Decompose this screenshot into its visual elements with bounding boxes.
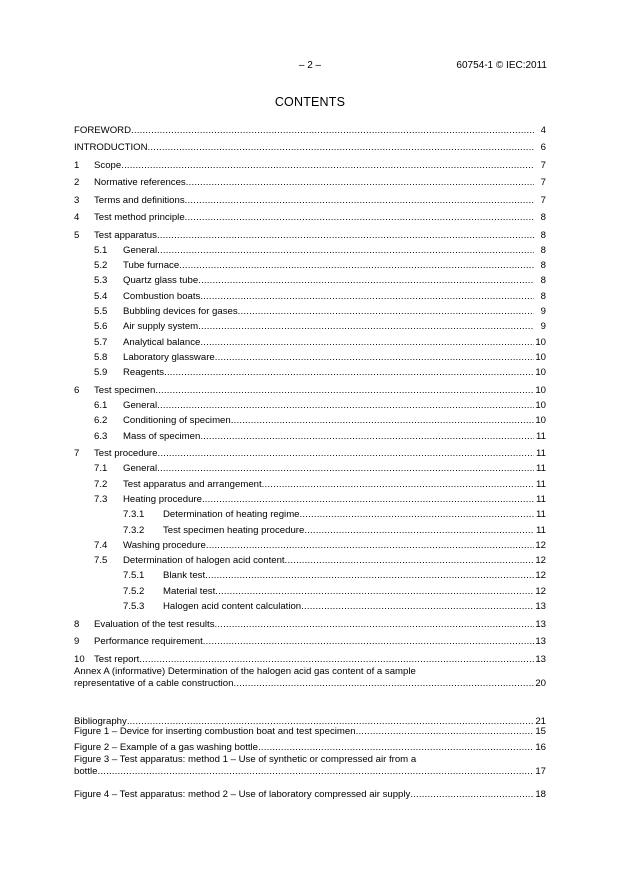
- toc-entry-title: Halogen acid content calculation: [163, 601, 302, 613]
- toc-entry-title: Test specimen: [94, 384, 156, 396]
- dot-leader: [258, 742, 534, 754]
- dot-leader: [131, 125, 534, 137]
- annex-title-line1: Annex A (informative) Determination of the halogen acid gas content of a sample: [74, 665, 416, 677]
- dot-leader: [301, 601, 534, 613]
- toc-entry-page: 6: [540, 142, 546, 153]
- toc-entry[interactable]: [74, 521, 546, 536]
- toc-entry-page: 11: [536, 524, 546, 536]
- toc-entry[interactable]: [74, 537, 546, 552]
- dot-leader: [202, 494, 534, 506]
- toc-entry[interactable]: [74, 172, 546, 190]
- toc-entry-title: General: [123, 244, 158, 256]
- dot-leader: [215, 352, 534, 364]
- toc-entry-page: 10: [535, 336, 546, 348]
- dot-leader: [410, 789, 534, 801]
- toc-entry-page: 11: [536, 430, 546, 442]
- dot-leader: [157, 245, 534, 257]
- toc-entry-title: Test procedure: [94, 448, 158, 460]
- dot-leader: [356, 726, 534, 738]
- toc-entry[interactable]: [74, 552, 546, 567]
- dot-leader: [300, 509, 534, 521]
- toc-entry-number: 7.5.2: [123, 585, 145, 597]
- table-of-contents: [74, 119, 546, 728]
- toc-entry-title: Test specimen heating procedure: [163, 524, 305, 536]
- dot-leader: [179, 260, 534, 272]
- toc-entry[interactable]: [74, 379, 546, 397]
- toc-entry-number: 5.6: [94, 321, 108, 333]
- toc-entry-title: Material test: [163, 585, 216, 597]
- page-number: – 2 –: [298, 60, 322, 71]
- toc-entry-page: 11: [536, 478, 546, 490]
- toc-entry-page: 10: [535, 415, 546, 427]
- toc-entry-title: Test report: [94, 653, 140, 665]
- toc-entry-title: Test apparatus: [94, 229, 157, 241]
- toc-entry-number: 5: [74, 229, 80, 241]
- toc-entry[interactable]: [74, 287, 546, 302]
- toc-entry[interactable]: [74, 631, 546, 649]
- toc-entry[interactable]: [74, 648, 546, 666]
- toc-entry[interactable]: [74, 137, 546, 155]
- toc-entry-title: Analytical balance: [123, 336, 201, 348]
- toc-entry[interactable]: [74, 242, 546, 257]
- dot-leader: [200, 431, 534, 443]
- dot-leader: [203, 636, 534, 648]
- toc-entry-number: 10: [74, 653, 85, 665]
- toc-entry-page: 8: [540, 260, 546, 272]
- dot-leader: [285, 555, 534, 567]
- toc-entry-page: 12: [535, 585, 546, 597]
- page-header: [0, 60, 620, 74]
- toc-entry-number: 6.1: [94, 399, 108, 411]
- toc-entry-number: 4: [74, 212, 80, 223]
- toc-entry-number: 7: [74, 448, 80, 460]
- toc-entry-number: 7.5.3: [123, 601, 145, 613]
- toc-entry-title: Terms and definitions: [94, 194, 185, 206]
- toc-entry[interactable]: [74, 397, 546, 412]
- toc-entry-title: Normative references: [94, 177, 186, 188]
- toc-figure-2[interactable]: [74, 738, 546, 755]
- toc-entry-number: 5.9: [94, 367, 108, 379]
- figure-4-title: Figure 4 – Test apparatus: method 2 – Use of laboratory compressed air supply: [74, 788, 411, 800]
- toc-entry-title: Scope: [94, 159, 122, 171]
- toc-entry-title: Mass of specimen: [123, 430, 201, 442]
- toc-entry-page: 7: [540, 177, 546, 188]
- toc-entry-page: 13: [535, 618, 546, 630]
- dot-leader: [97, 766, 534, 778]
- toc-entry-title: Test method principle: [94, 212, 185, 223]
- toc-entry[interactable]: [74, 349, 546, 364]
- toc-entry-page: 11: [536, 463, 546, 475]
- dot-leader: [206, 540, 534, 552]
- toc-entry-page: 11: [536, 448, 546, 460]
- toc-entry[interactable]: [74, 460, 546, 475]
- toc-entry-number: 5.5: [94, 305, 108, 317]
- toc-entry[interactable]: [74, 443, 546, 461]
- dot-leader: [164, 367, 534, 379]
- toc-entry[interactable]: [74, 567, 546, 582]
- annex-page: 20: [535, 677, 546, 689]
- toc-entry-title: Blank test: [163, 570, 206, 582]
- toc-entry-number: 8: [74, 618, 80, 630]
- dot-leader: [148, 142, 534, 154]
- toc-entry-page: 11: [536, 493, 546, 505]
- dot-leader: [233, 678, 534, 690]
- toc-entry[interactable]: [74, 154, 546, 172]
- toc-entry-page: 7: [540, 194, 546, 206]
- bibliography-page: 21: [535, 715, 546, 727]
- toc-entry-page: 13: [535, 601, 546, 613]
- toc-entry-page: 11: [536, 509, 546, 521]
- dot-leader: [215, 586, 534, 598]
- dot-leader: [185, 212, 534, 224]
- list-of-figures: [74, 721, 546, 801]
- toc-entry[interactable]: [74, 613, 546, 631]
- toc-entry-page: 10: [535, 399, 546, 411]
- toc-entry-title: Heating procedure: [123, 493, 202, 505]
- toc-annex-entry[interactable]: [74, 666, 546, 694]
- toc-entry-title: Combustion boats: [123, 290, 201, 302]
- toc-entry[interactable]: [74, 506, 546, 521]
- toc-entry-title: FOREWORD: [74, 124, 132, 136]
- toc-entry[interactable]: [74, 475, 546, 490]
- toc-entry-page: 7: [540, 159, 546, 171]
- toc-entry-page: 8: [540, 212, 546, 223]
- dot-leader: [304, 525, 534, 537]
- toc-entry-page: 8: [540, 275, 546, 287]
- toc-entry-title: Tube furnace: [123, 260, 180, 272]
- bibliography-label: Bibliography: [74, 715, 127, 727]
- toc-figure-3[interactable]: [74, 754, 546, 784]
- toc-entry[interactable]: [74, 119, 546, 137]
- dot-leader: [198, 321, 534, 333]
- dot-leader: [231, 415, 534, 427]
- toc-entry[interactable]: [74, 427, 546, 442]
- toc-entry-page: 12: [535, 570, 546, 582]
- annex-title-line2: representative of a cable construction: [74, 677, 234, 689]
- toc-entry-number: 7.3.1: [123, 509, 145, 521]
- toc-entry[interactable]: [74, 582, 546, 597]
- dot-leader: [200, 291, 534, 303]
- dot-leader: [121, 160, 534, 172]
- toc-entry-page: 9: [540, 305, 546, 317]
- dot-leader: [238, 306, 534, 318]
- toc-entry-title: Reagents: [123, 367, 165, 379]
- dot-leader: [157, 400, 534, 412]
- dot-leader: [185, 195, 534, 207]
- figure-3-page: 17: [535, 766, 546, 777]
- figure-3-title-line1: Figure 3 – Test apparatus: method 1 – Use of synthetic or compressed air from a: [74, 754, 417, 765]
- dot-leader: [157, 230, 534, 242]
- toc-entry[interactable]: [74, 318, 546, 333]
- toc-entry-title: Conditioning of specimen: [123, 415, 231, 427]
- toc-entry-title: Washing procedure: [123, 539, 206, 551]
- toc-entry-number: 6: [74, 384, 80, 396]
- toc-entry[interactable]: [74, 412, 546, 427]
- dot-leader: [157, 448, 534, 460]
- toc-entry-title: Performance requirement: [94, 636, 203, 648]
- toc-entry-number: 7.2: [94, 478, 108, 490]
- toc-entry[interactable]: [74, 364, 546, 379]
- toc-entry-title: General: [123, 463, 158, 475]
- toc-entry-page: 10: [535, 384, 546, 396]
- page-title: CONTENTS: [274, 95, 346, 109]
- toc-entry-number: 5.1: [94, 244, 108, 256]
- toc-entry-page: 10: [535, 367, 546, 379]
- toc-entry-page: 10: [535, 351, 546, 363]
- toc-entry-number: 5.7: [94, 336, 108, 348]
- toc-entry-number: 5.4: [94, 290, 108, 302]
- toc-entry-title: Evaluation of the test results: [94, 618, 215, 630]
- dot-leader: [198, 275, 534, 287]
- dot-leader: [139, 654, 534, 666]
- toc-entry-page: 9: [540, 321, 546, 333]
- toc-entry[interactable]: [74, 491, 546, 506]
- toc-entry-title: General: [123, 399, 158, 411]
- toc-entry-page: 12: [535, 539, 546, 551]
- toc-entry-number: 7.1: [94, 463, 108, 475]
- toc-entry-page: 13: [535, 636, 546, 648]
- toc-entry-page: 8: [540, 244, 546, 256]
- toc-entry-number: 7.3.2: [123, 524, 145, 536]
- dot-leader: [186, 177, 534, 189]
- toc-entry-number: 6.2: [94, 415, 108, 427]
- figure-1-title: Figure 1 – Device for inserting combustion boat and test specimen: [74, 725, 356, 737]
- toc-entry-title: Air supply system: [123, 321, 199, 333]
- toc-entry-page: 12: [535, 555, 546, 567]
- toc-entry-number: 3: [74, 194, 80, 206]
- toc-entry-number: 5.3: [94, 275, 108, 287]
- toc-entry-title: Bubbling devices for gases: [123, 305, 238, 317]
- figure-3-title-line2: bottle: [74, 766, 98, 777]
- toc-entry-title: Determination of halogen acid content: [123, 555, 285, 567]
- toc-entry-number: 7.3: [94, 493, 108, 505]
- dot-leader: [155, 385, 534, 397]
- toc-entry-number: 5.2: [94, 260, 108, 272]
- toc-entry[interactable]: [74, 207, 546, 225]
- toc-entry-number: 7.4: [94, 539, 108, 551]
- toc-entry[interactable]: [74, 189, 546, 207]
- dot-leader: [205, 570, 534, 582]
- toc-entry-title: INTRODUCTION: [74, 142, 148, 153]
- toc-entry-title: Determination of heating regime: [163, 509, 300, 521]
- toc-figure-4[interactable]: [74, 784, 546, 801]
- dot-leader: [262, 479, 534, 491]
- toc-entry-title: Laboratory glassware: [123, 351, 215, 363]
- toc-entry[interactable]: [74, 303, 546, 318]
- toc-entry[interactable]: [74, 333, 546, 348]
- dot-leader: [157, 463, 534, 475]
- toc-entry-number: 6.3: [94, 430, 108, 442]
- toc-entry-number: 5.8: [94, 351, 108, 363]
- toc-entry-number: 1: [74, 159, 80, 171]
- figure-1-page: 15: [535, 725, 546, 737]
- toc-entry-page: 8: [540, 290, 546, 302]
- toc-entry-title: Quartz glass tube: [123, 275, 199, 287]
- figure-2-title: Figure 2 – Example of a gas washing bottle: [74, 742, 258, 753]
- figure-4-page: 18: [535, 788, 546, 800]
- toc-figure-1[interactable]: [74, 721, 546, 738]
- toc-entry-number: 2: [74, 177, 80, 188]
- document-id: 60754-1 © IEC:2011: [456, 60, 547, 71]
- toc-entry-number: 7.5: [94, 555, 108, 567]
- toc-entry-page: 13: [535, 653, 546, 665]
- toc-entry[interactable]: [74, 224, 546, 242]
- toc-entry-number: 9: [74, 636, 80, 648]
- toc-entry-title: Test apparatus and arrangement: [123, 478, 262, 490]
- dot-leader: [215, 619, 534, 631]
- toc-entry-number: 7.5.1: [123, 570, 145, 582]
- toc-entries: [74, 119, 546, 666]
- toc-entry[interactable]: [74, 257, 546, 272]
- toc-entry[interactable]: [74, 598, 546, 613]
- figure-2-page: 16: [535, 742, 546, 753]
- dot-leader: [200, 337, 534, 349]
- toc-entry-page: 8: [540, 229, 546, 241]
- toc-entry-page: 4: [540, 124, 546, 136]
- toc-entry[interactable]: [74, 272, 546, 287]
